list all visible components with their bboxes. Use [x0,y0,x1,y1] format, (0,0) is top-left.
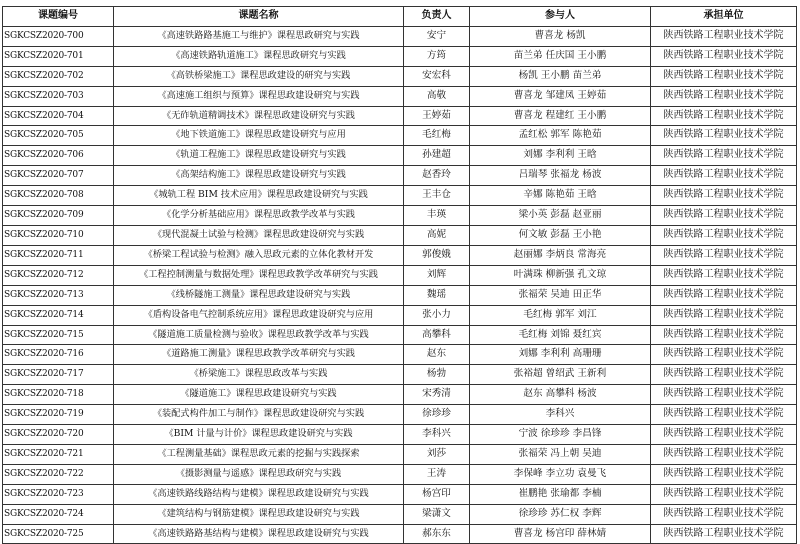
cell-members: 宁波 徐珍珍 李昌锋 [470,425,651,445]
cell-project-name: 《高速施工组织与预算》课程思政建设研究与实践 [114,86,404,106]
cell-unit: 陕西铁路工程职业技术学院 [651,245,797,265]
table-row [3,285,797,305]
cell-code: SGKCSZ2020-705 [3,126,114,146]
cell-code: SGKCSZ2020-719 [3,405,114,425]
cell-leader: 丰瑛 [404,206,470,226]
cell-leader: 安宏科 [404,66,470,86]
cell-unit: 陕西铁路工程职业技术学院 [651,285,797,305]
table-row [3,504,797,524]
cell-code: SGKCSZ2020-714 [3,305,114,325]
column-header-code: 课题编号 [3,7,114,27]
cell-members: 徐珍珍 苏仁权 李辉 [470,504,651,524]
cell-project-name: 《盾构设备电气控制系统应用》课程思政建设研究与应用 [114,305,404,325]
cell-code: SGKCSZ2020-704 [3,106,114,126]
table-row [3,365,797,385]
table-row [3,405,797,425]
cell-leader: 毛红梅 [404,126,470,146]
cell-unit: 陕西铁路工程职业技术学院 [651,425,797,445]
cell-unit: 陕西铁路工程职业技术学院 [651,66,797,86]
cell-code: SGKCSZ2020-723 [3,484,114,504]
cell-project-name: 《高速铁路路基结构与建模》课程思政建设研究与实践 [114,524,404,544]
column-header-leader: 负责人 [404,7,470,27]
cell-members: 梁小英 彭磊 赵亚丽 [470,206,651,226]
cell-project-name: 《道路施工测量》课程思政教学改革研究与实践 [114,345,404,365]
cell-members: 赵东 高攀科 杨波 [470,385,651,405]
cell-members: 曹喜龙 邹建凤 王婷茹 [470,86,651,106]
cell-unit: 陕西铁路工程职业技术学院 [651,106,797,126]
cell-unit: 陕西铁路工程职业技术学院 [651,464,797,484]
table-row [3,325,797,345]
cell-unit: 陕西铁路工程职业技术学院 [651,46,797,66]
table-row [3,206,797,226]
cell-code: SGKCSZ2020-716 [3,345,114,365]
cell-members: 曹喜龙 杨凯 [470,26,651,46]
cell-code: SGKCSZ2020-706 [3,146,114,166]
cell-members: 吕瑞琴 张福龙 杨波 [470,166,651,186]
cell-leader: 方筠 [404,46,470,66]
cell-code: SGKCSZ2020-713 [3,285,114,305]
cell-leader: 杨勃 [404,365,470,385]
cell-unit: 陕西铁路工程职业技术学院 [651,26,797,46]
cell-unit: 陕西铁路工程职业技术学院 [651,305,797,325]
cell-members: 崔鹏艳 张瑜都 李楠 [470,484,651,504]
cell-leader: 孙建超 [404,146,470,166]
table-row [3,225,797,245]
cell-leader: 刘辉 [404,265,470,285]
cell-unit: 陕西铁路工程职业技术学院 [651,504,797,524]
cell-project-name: 《桥梁施工》课程思政改革与实践 [114,365,404,385]
cell-members: 张福荣 冯上朝 吴迪 [470,444,651,464]
cell-leader: 高敬 [404,86,470,106]
cell-members: 辛娜 陈艳茹 王晗 [470,186,651,206]
cell-unit: 陕西铁路工程职业技术学院 [651,325,797,345]
table-row [3,524,797,544]
cell-code: SGKCSZ2020-701 [3,46,114,66]
table-row [3,186,797,206]
cell-unit: 陕西铁路工程职业技术学院 [651,225,797,245]
table-row [3,444,797,464]
cell-members: 毛红梅 刘锦 聂红宾 [470,325,651,345]
cell-unit: 陕西铁路工程职业技术学院 [651,146,797,166]
table-row [3,26,797,46]
cell-leader: 张小力 [404,305,470,325]
cell-leader: 高妮 [404,225,470,245]
cell-members: 毛红梅 郭军 刘江 [470,305,651,325]
table-row [3,86,797,106]
column-header-name: 课题名称 [114,7,404,27]
table-row [3,484,797,504]
cell-leader: 刘莎 [404,444,470,464]
cell-leader: 安宁 [404,26,470,46]
cell-project-name: 《高速铁路路基施工与维护》课程思政研究与实践 [114,26,404,46]
table-row [3,425,797,445]
cell-unit: 陕西铁路工程职业技术学院 [651,166,797,186]
cell-project-name: 《城轨工程 BIM 技术应用》课程思政建设研究与实践 [114,186,404,206]
cell-code: SGKCSZ2020-718 [3,385,114,405]
cell-members: 曹喜龙 程建红 王小鹏 [470,106,651,126]
cell-leader: 李科兴 [404,425,470,445]
table-row [3,46,797,66]
cell-code: SGKCSZ2020-710 [3,225,114,245]
column-header-members: 参与人 [470,7,651,27]
cell-unit: 陕西铁路工程职业技术学院 [651,186,797,206]
cell-project-name: 《高速铁路线路结构与建模》课程思政建设研究与实践 [114,484,404,504]
table-body [3,26,797,544]
cell-project-name: 《化学分析基础应用》课程思政教学改革与实践 [114,206,404,226]
cell-members: 何文敏 彭磊 王小艳 [470,225,651,245]
cell-members: 赵丽娜 李炳良 常海亮 [470,245,651,265]
table-header-row [3,7,797,27]
cell-project-name: 《现代混凝土试验与检测》课程思政建设研究与实践 [114,225,404,245]
cell-unit: 陕西铁路工程职业技术学院 [651,484,797,504]
table-row [3,166,797,186]
cell-leader: 王涛 [404,464,470,484]
table-row [3,106,797,126]
cell-code: SGKCSZ2020-724 [3,504,114,524]
cell-code: SGKCSZ2020-700 [3,26,114,46]
cell-project-name: 《建筑结构与钢筋建模》课程思政建设研究与实践 [114,504,404,524]
cell-code: SGKCSZ2020-712 [3,265,114,285]
cell-code: SGKCSZ2020-708 [3,186,114,206]
project-table [2,6,797,544]
cell-unit: 陕西铁路工程职业技术学院 [651,86,797,106]
cell-members: 刘娜 李利利 王晗 [470,146,651,166]
table-row [3,146,797,166]
cell-unit: 陕西铁路工程职业技术学院 [651,405,797,425]
cell-leader: 高攀科 [404,325,470,345]
cell-leader: 赵东 [404,345,470,365]
cell-leader: 魏瑶 [404,285,470,305]
cell-leader: 郝东东 [404,524,470,544]
cell-leader: 梁潇文 [404,504,470,524]
cell-project-name: 《隧道施工》课程思政建设研究与实践 [114,385,404,405]
cell-unit: 陕西铁路工程职业技术学院 [651,126,797,146]
cell-members: 李保峰 李立功 袁曼飞 [470,464,651,484]
cell-code: SGKCSZ2020-703 [3,86,114,106]
cell-code: SGKCSZ2020-707 [3,166,114,186]
cell-members: 曹喜龙 杨宫印 薛林婧 [470,524,651,544]
cell-project-name: 《隧道施工质量检测与验收》课程思政教学改革与实践 [114,325,404,345]
cell-leader: 杨宫印 [404,484,470,504]
cell-leader: 宋秀清 [404,385,470,405]
cell-leader: 郭俊娥 [404,245,470,265]
cell-code: SGKCSZ2020-709 [3,206,114,226]
table-row [3,66,797,86]
cell-code: SGKCSZ2020-722 [3,464,114,484]
cell-unit: 陕西铁路工程职业技术学院 [651,524,797,544]
cell-project-name: 《无砟轨道精调技术》课程思政建设研究与实践 [114,106,404,126]
cell-members: 刘娜 李利利 高珊珊 [470,345,651,365]
cell-code: SGKCSZ2020-717 [3,365,114,385]
cell-project-name: 《桥梁工程试验与检测》融入思政元素的立体化教材开发 [114,245,404,265]
cell-members: 张福荣 吴迪 田正华 [470,285,651,305]
table-row [3,345,797,365]
cell-unit: 陕西铁路工程职业技术学院 [651,206,797,226]
cell-leader: 王丰仓 [404,186,470,206]
cell-members: 苗兰弟 任庆国 王小鹏 [470,46,651,66]
table-row [3,385,797,405]
cell-code: SGKCSZ2020-702 [3,66,114,86]
cell-members: 李科兴 [470,405,651,425]
cell-unit: 陕西铁路工程职业技术学院 [651,345,797,365]
table-row [3,126,797,146]
cell-code: SGKCSZ2020-721 [3,444,114,464]
cell-code: SGKCSZ2020-720 [3,425,114,445]
cell-project-name: 《轨道工程施工》课程思政建设研究与实践 [114,146,404,166]
cell-members: 叶满珠 柳新强 孔文琼 [470,265,651,285]
cell-unit: 陕西铁路工程职业技术学院 [651,444,797,464]
cell-members: 杨凯 王小鹏 苗兰弟 [470,66,651,86]
cell-project-name: 《工程测量基础》课程思政元素的挖掘与实践探索 [114,444,404,464]
cell-unit: 陕西铁路工程职业技术学院 [651,385,797,405]
cell-project-name: 《高铁桥梁施工》课程思政建设的研究与实践 [114,66,404,86]
cell-leader: 徐珍珍 [404,405,470,425]
cell-members: 张裕超 曾绍武 王新利 [470,365,651,385]
table-row [3,245,797,265]
column-header-unit: 承担单位 [651,7,797,27]
cell-project-name: 《地下铁道施工》课程思政建设研究与应用 [114,126,404,146]
cell-code: SGKCSZ2020-725 [3,524,114,544]
cell-code: SGKCSZ2020-715 [3,325,114,345]
table-row [3,305,797,325]
cell-project-name: 《BIM 计量与计价》课程思政建设研究与实践 [114,425,404,445]
cell-code: SGKCSZ2020-711 [3,245,114,265]
cell-project-name: 《线桥隧施工测量》课程思政建设研究与实践 [114,285,404,305]
table-row [3,265,797,285]
project-list-sheet [2,6,797,544]
cell-leader: 赵香玲 [404,166,470,186]
cell-leader: 王婷茹 [404,106,470,126]
cell-project-name: 《装配式构件加工与制作》课程思政建设研究与实践 [114,405,404,425]
cell-unit: 陕西铁路工程职业技术学院 [651,265,797,285]
cell-project-name: 《高架结构施工》课程思政建设研究与实践 [114,166,404,186]
cell-unit: 陕西铁路工程职业技术学院 [651,365,797,385]
cell-members: 孟红松 郭军 陈艳茹 [470,126,651,146]
table-row [3,464,797,484]
cell-project-name: 《摄影测量与遥感》课程思政研究与实践 [114,464,404,484]
cell-project-name: 《工程控制测量与数据处理》课程思政教学改革研究与实践 [114,265,404,285]
cell-project-name: 《高速铁路轨道施工》课程思政研究与实践 [114,46,404,66]
